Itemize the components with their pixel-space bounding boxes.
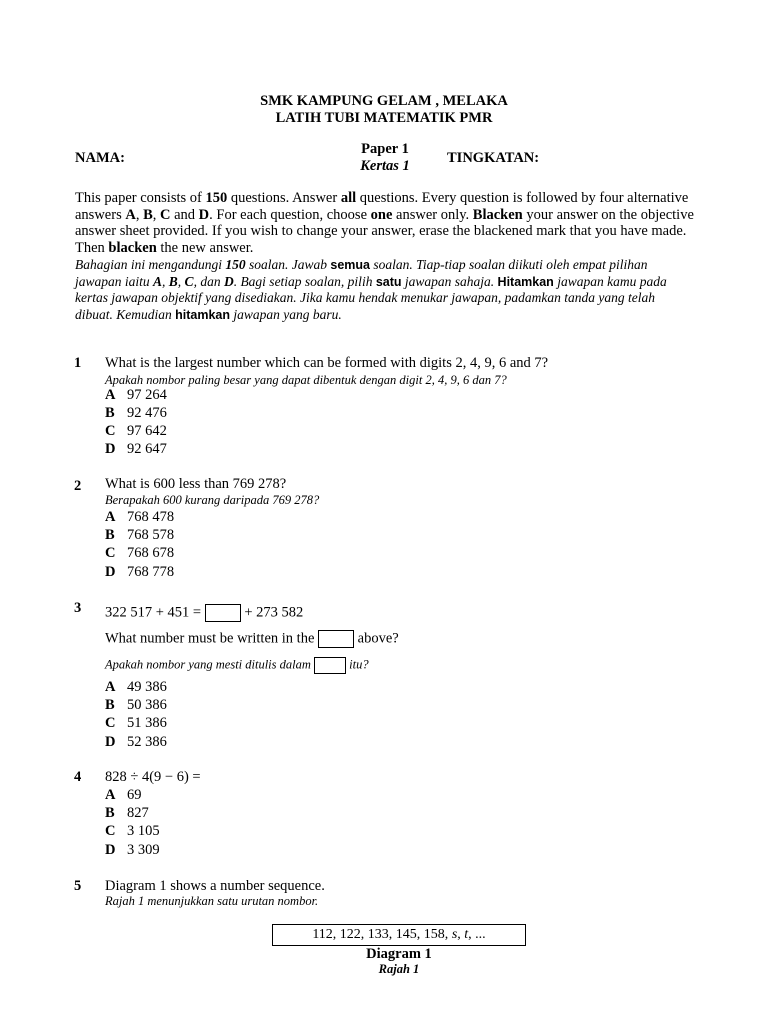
question-translation: Rajah 1 menunjukkan satu urutan nombor. [105,894,319,908]
option-letter: C [105,715,116,731]
text: C [184,273,194,289]
text: jawapan kamu pada kertas jawapan objektif yang disediakan. Jika kamu hendak menukar jawapan, padamkan tanda yang telah dibuat. Kemudian [75,273,667,322]
text: answer only. [392,206,473,223]
question-text: What is the largest number which can be formed with digits 2, 4, 9, 6 and 7? [105,355,549,371]
nama-label: NAMA: [75,150,125,166]
option-text: 50 386 [127,697,167,713]
option-letter: D [105,734,116,750]
text: itu? [349,657,369,672]
text: all [340,190,357,206]
option-text: 768 478 [127,509,175,525]
option-letter: D [105,441,116,457]
equation [105,604,303,622]
equation-left: 322 517 + 451 = [105,604,202,621]
text: This paper consists of [75,190,206,206]
sequence-var-t: t [464,927,469,942]
option-b [105,805,149,822]
text: satu [375,274,402,289]
answer-blank-box [205,604,241,622]
text: jawapan yang baru. [230,306,342,322]
question-number: 5 [74,878,82,894]
text: jawapan sahaja. [401,273,498,289]
question-text [105,630,399,648]
question-number: 1 [74,355,82,371]
text: D [198,206,210,223]
option-c [105,823,160,840]
sequence-text: , [457,927,465,942]
option-letter: B [105,405,115,421]
blank-box [314,657,346,674]
option-a [105,509,174,526]
text: What number must be written in the [105,630,315,647]
text: 150 [205,190,228,206]
diagram-caption-ms: Rajah 1 [378,962,420,976]
option-letter: B [105,527,115,543]
text: your answer on the objective answer sheet provided. If you wish to change your answer, erase the blackened mark that you have made. Then [75,206,694,256]
text: Bahagian ini mengandungi [75,257,226,272]
option-text: 51 386 [127,715,167,731]
question-text: Diagram 1 shows a number sequence. [105,878,325,894]
option-text: 92 476 [127,405,167,421]
option-a [105,679,167,696]
text: , [177,273,185,289]
option-d [105,564,174,581]
text: soalan. Jawab [245,257,331,272]
text: one [370,206,393,223]
option-letter: B [105,805,115,821]
text: A [125,206,136,223]
option-text: 827 [127,805,149,821]
option-c [105,545,174,562]
option-letter: A [105,509,116,525]
option-text: 69 [127,787,142,803]
text: , [162,273,169,289]
text: . For each question, choose [209,206,371,223]
text: questions. Answer [227,190,341,206]
option-letter: A [105,679,116,695]
text: C [160,206,171,223]
school-name: SMK KAMPUNG GELAM , MELAKA [260,93,508,109]
option-text: 49 386 [127,679,167,695]
diagram-caption: Diagram 1 [366,946,432,962]
text: . Bagi setiap soalan, pilih [233,273,376,289]
question-translation: Apakah nombor paling besar yang dapat dibentuk dengan digit 2, 4, 9, 6 dan 7? [105,373,507,387]
option-b [105,405,167,422]
text: B [143,206,153,223]
paper-ms: Kertas 1 [360,158,410,174]
text: 150 [225,257,246,272]
paper-label [335,141,435,175]
blank-box [318,630,354,648]
option-letter: A [105,387,116,403]
text: Apakah nombor yang mesti ditulis dalam [105,657,311,672]
text: Blacken [472,206,523,223]
option-d [105,842,160,859]
text: soalan. Tiap-tiap soalan diikuti oleh empat pilihan jawapan iaitu [75,257,648,289]
option-text: 92 647 [127,441,167,457]
option-letter: C [105,545,116,561]
paper-en: Paper 1 [361,141,409,157]
text: A [153,273,163,289]
equation-right: + 273 582 [244,604,304,621]
option-text: 768 678 [127,545,175,561]
option-letter: D [105,842,116,858]
sequence-text: 112, 122, 133, 145, 158, [312,927,452,942]
option-d [105,441,167,458]
expression: 828 ÷ 4(9 − 6) = [105,769,201,785]
option-text: 97 642 [127,423,167,439]
option-c [105,423,167,440]
text: D [223,273,234,289]
question-number: 2 [74,478,82,494]
option-text: 768 778 [127,564,175,580]
option-text: 97 264 [127,387,167,403]
option-letter: A [105,787,116,803]
text: questions. Every question is followed by four alternative answers [75,190,689,223]
option-a [105,787,142,804]
sequence-text: , ... [468,927,486,942]
text: semua [330,258,370,272]
option-b [105,527,174,544]
question-translation [105,657,369,674]
option-letter: C [105,823,116,839]
option-text: 3 309 [127,842,160,858]
option-letter: B [105,697,115,713]
tingkatan-label: TINGKATAN: [447,150,540,166]
sequence-var-s: s [451,927,458,942]
number-sequence-box [272,924,526,946]
text: , [152,206,160,223]
text: B [168,273,178,289]
instructions-ms [75,257,695,323]
option-text: 52 386 [127,734,167,750]
text: hitamkan [175,307,231,322]
text: the new answer. [156,239,254,256]
text: blacken [108,239,157,256]
option-text: 3 105 [127,823,160,839]
paper-title: LATIH TUBI MATEMATIK PMR [275,110,493,126]
question-translation: Berapakah 600 kurang daripada 769 278? [105,493,320,507]
option-a [105,387,167,404]
text: , [135,206,144,223]
option-c [105,715,167,732]
option-b [105,697,167,714]
option-d [105,734,167,751]
text: and [170,206,199,223]
instructions-en [75,190,695,256]
question-text: What is 600 less than 769 278? [105,476,287,492]
option-letter: D [105,564,116,580]
text: , dan [193,273,224,289]
option-text: 768 578 [127,527,175,543]
text: Hitamkan [497,274,554,289]
question-number: 4 [74,769,82,785]
question-number: 3 [74,600,82,616]
text: above? [357,630,399,647]
option-letter: C [105,423,116,439]
